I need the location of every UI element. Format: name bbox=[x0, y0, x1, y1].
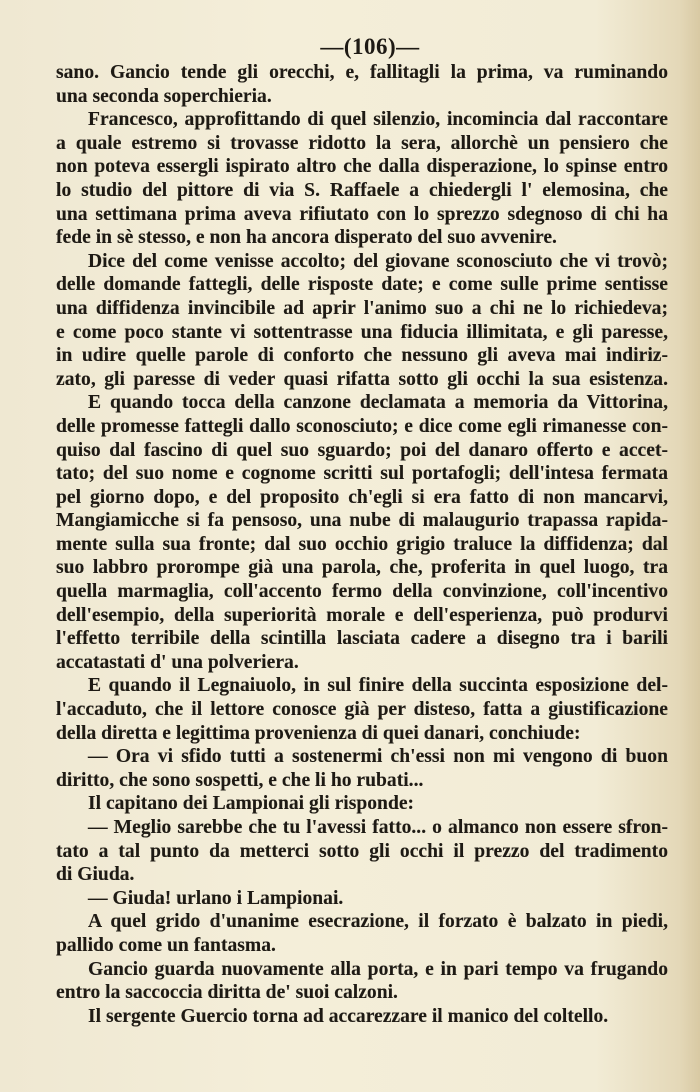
text-line: una diffidenza invincibile ad aprir l'animo suo a chi ne lo richiedeva; bbox=[56, 297, 668, 319]
text-line: Gancio guarda nuovamente alla porta, e in pari tempo va frugando bbox=[88, 958, 668, 980]
text-line: di Giuda. bbox=[56, 864, 135, 886]
text-line: — Meglio sarebbe che tu l'avessi fatto... o almanco non essere sfron- bbox=[88, 817, 668, 838]
text-line: sano. Gancio tende gli orecchi, e, fallitagli la prima, va ruminando bbox=[56, 62, 668, 83]
text-line: E quando tocca della canzone declamata a memoria da Vittorina, bbox=[88, 392, 668, 414]
text-line: delle promesse fattegli dallo sconosciuto; e dice come egli rimanesse con- bbox=[56, 415, 668, 437]
text-line: a quale estremo si trovasse ridotto la sera, allorchè un pensiero che bbox=[56, 132, 668, 154]
text-line: una settimana prima aveva rifiutato con lo sprezzo sdegnoso di chi ha bbox=[56, 203, 668, 225]
text-line: Il sergente Guercio torna ad accarezzare il manico del coltello. bbox=[88, 1005, 609, 1027]
text-line: Francesco, approfittando di quel silenzio, incomincia dal raccontare bbox=[88, 109, 668, 131]
text-line: dell'esempio, della superiorità morale e dell'esperienza, può produrvi bbox=[56, 604, 668, 626]
text-line: Mangiamicche si fa pensoso, una nube di malaugurio trapassa rapida- bbox=[56, 510, 668, 532]
text-line: accatastati d' una polveriera. bbox=[56, 651, 299, 673]
text-line: l'effetto terribile della scintilla lasciata cadere a disegno tra i barili bbox=[56, 628, 668, 650]
text-line: Il capitano dei Lampionai gli risponde: bbox=[88, 793, 415, 815]
text-line: tato; del suo nome e cognome scritti sul portafogli; dell'intesa fermata bbox=[56, 463, 668, 485]
text-line: quiso dal fascino di quel suo sguardo; poi del danaro offerto e accet- bbox=[56, 439, 668, 461]
text-line: quella marmaglia, coll'accento fermo della convinzione, coll'incentivo bbox=[56, 581, 668, 603]
text-line: diritto, che sono sospetti, e che li ho rubati... bbox=[56, 769, 424, 791]
body-text bbox=[56, 61, 668, 1028]
text-line: della diretta e legittima provenienza di quei danari, conchiude: bbox=[56, 722, 581, 744]
text-line: zato, gli paresse di veder quasi rifatta sotto gli occhi la sua esistenza. bbox=[56, 368, 668, 390]
text-line: in udire quelle parole di conforto che nessuno gli aveva mai indiriz- bbox=[56, 345, 668, 367]
text-line: mente sulla sua fronte; dal suo occhio grigio traluce la diffidenza; dal bbox=[56, 533, 668, 555]
text-line: — Ora vi sfido tutti a sostenermi ch'essi non mi vengono di buon bbox=[88, 746, 668, 768]
text-line: entro la saccoccia diritta de' suoi calzoni. bbox=[56, 982, 398, 1004]
text-line: A quel grido d'unanime esecrazione, il forzato è balzato in piedi, bbox=[88, 911, 668, 933]
text-line: fede in sè stesso, e non ha ancora disperato del suo avvenire. bbox=[56, 227, 557, 249]
text-line: tato a tal punto da metterci sotto gli occhi il prezzo del tradimento bbox=[56, 840, 668, 862]
text-line: non poteva essergli ispirato altro che dalla disperazione, lo spinse entro bbox=[56, 156, 668, 178]
text-line: Dice del come venisse accolto; del giovane sconosciuto che vi trovò; bbox=[88, 250, 668, 272]
page-number: —(106)— bbox=[320, 34, 420, 59]
text-line: pallido come un fantasma. bbox=[56, 934, 276, 956]
text-line: E quando il Legnaiuolo, in sul finire della succinta esposizione del- bbox=[88, 675, 668, 697]
text-line: delle domande fattegli, delle risposte date; e come sulle prime sentisse bbox=[56, 274, 668, 296]
text-line: l'accaduto, che il lettore conosce già per disteso, fatta a giustificazione bbox=[56, 699, 668, 721]
text-line: suo labbro prorompe già una parola, che, proferita in quel luogo, tra bbox=[56, 557, 668, 579]
text-line: una seconda soperchieria. bbox=[56, 85, 272, 107]
text-line: pel giorno dopo, e del proposito ch'egli si era fatto di non mancarvi, bbox=[56, 486, 668, 508]
text-line: lo studio del pittore di via S. Raffaele a chiedergli l' elemosina, che bbox=[56, 179, 668, 201]
text-line: — Giuda! urlano i Lampionai. bbox=[88, 887, 344, 909]
text-line: e come poco stante vi sottentrasse una fiducia illimitata, e gli paresse, bbox=[56, 321, 668, 343]
